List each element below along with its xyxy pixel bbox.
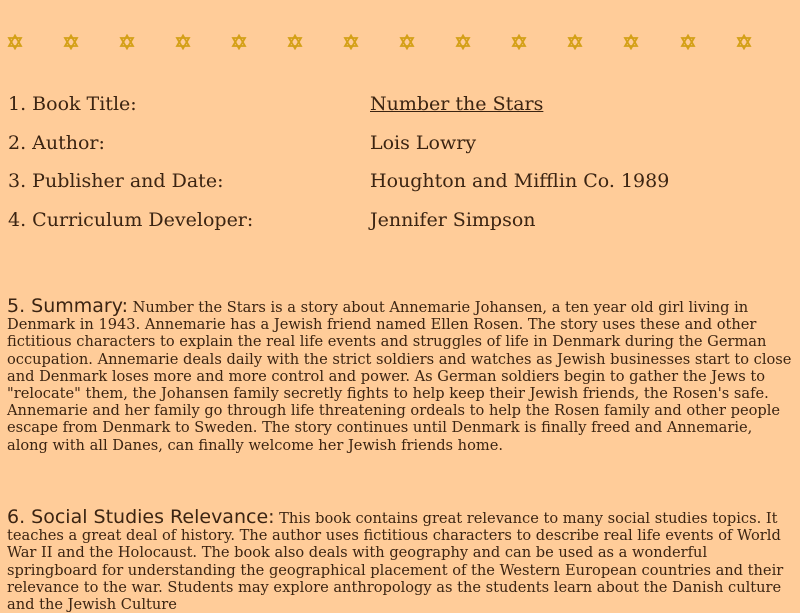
star-of-david-icon (231, 34, 247, 50)
info-row-publisher (8, 168, 788, 207)
star-decoration-row (0, 34, 800, 52)
author-label: 2. Author: (8, 131, 105, 154)
summary-section (7, 295, 797, 454)
star-of-david-icon (680, 34, 696, 50)
publisher-label: 3. Publisher and Date: (8, 170, 224, 192)
star-of-david-icon (63, 34, 79, 50)
star-of-david-icon (287, 34, 303, 50)
summary-text: Number the Stars is a story about Annemarie Johansen, a ten year old girl living in Denmark in 1943. Annemarie has a Jewish friend named Ellen Rosen. The story uses these and other fictitious characters to explain the real life events and struggles of life in Denmark during the German occupation. Annemarie deals daily with the strict soldiers and watches as Jewish businesses start to close and Denmark loses more and more control and power. As German soldiers begin to gather the Jews to "relocate" them, the Johansen family secretly fights to help keep their Jewish friends, the Rosen's safe. Annemarie and her family go through life threatening ordeals to help the Rosen family and other people escape from Denmark to Sweden. The story continues until Denmark is finally freed and Annemarie, along with all Danes, can finally welcome her Jewish friends home. (7, 299, 792, 454)
star-of-david-icon (623, 34, 639, 50)
star-of-david-icon (7, 34, 23, 50)
book-title-label: 1. Book Title: (8, 93, 137, 115)
book-title-link[interactable]: Number the Stars (370, 93, 544, 115)
developer-value: Jennifer Simpson (370, 208, 536, 231)
relevance-text: This book contains great relevance to many social studies topics. It teaches a great deal of history. The author uses fictitious characters to describe real life events of World War II and the Holocaust. The book also deals with geography and can be used as a wonderful springboard for understanding the geographical placement of the Western European countries and their relevance to the war. Students may explore anthropology as the students learn about the Danish culture and the Jewish Culture (7, 510, 784, 613)
info-row-developer (8, 207, 788, 246)
star-of-david-icon (511, 34, 527, 50)
star-of-david-icon (455, 34, 471, 50)
star-of-david-icon (343, 34, 359, 50)
author-value: Lois Lowry (370, 131, 477, 154)
info-row-author (8, 130, 788, 169)
star-of-david-icon (736, 34, 752, 50)
star-of-david-icon (399, 34, 415, 50)
social-studies-relevance-section (7, 506, 797, 613)
book-info-table (8, 91, 788, 245)
relevance-heading: 6. Social Studies Relevance: (7, 506, 275, 528)
publisher-value: Houghton and Mifflin Co. 1989 (370, 170, 670, 192)
star-of-david-icon (175, 34, 191, 50)
star-of-david-icon (119, 34, 135, 50)
star-of-david-icon (567, 34, 583, 50)
summary-heading: 5. Summary: (7, 295, 129, 317)
developer-label: 4. Curriculum Developer: (8, 208, 254, 231)
info-row-book-title (8, 91, 788, 130)
book-title-value (370, 91, 543, 117)
